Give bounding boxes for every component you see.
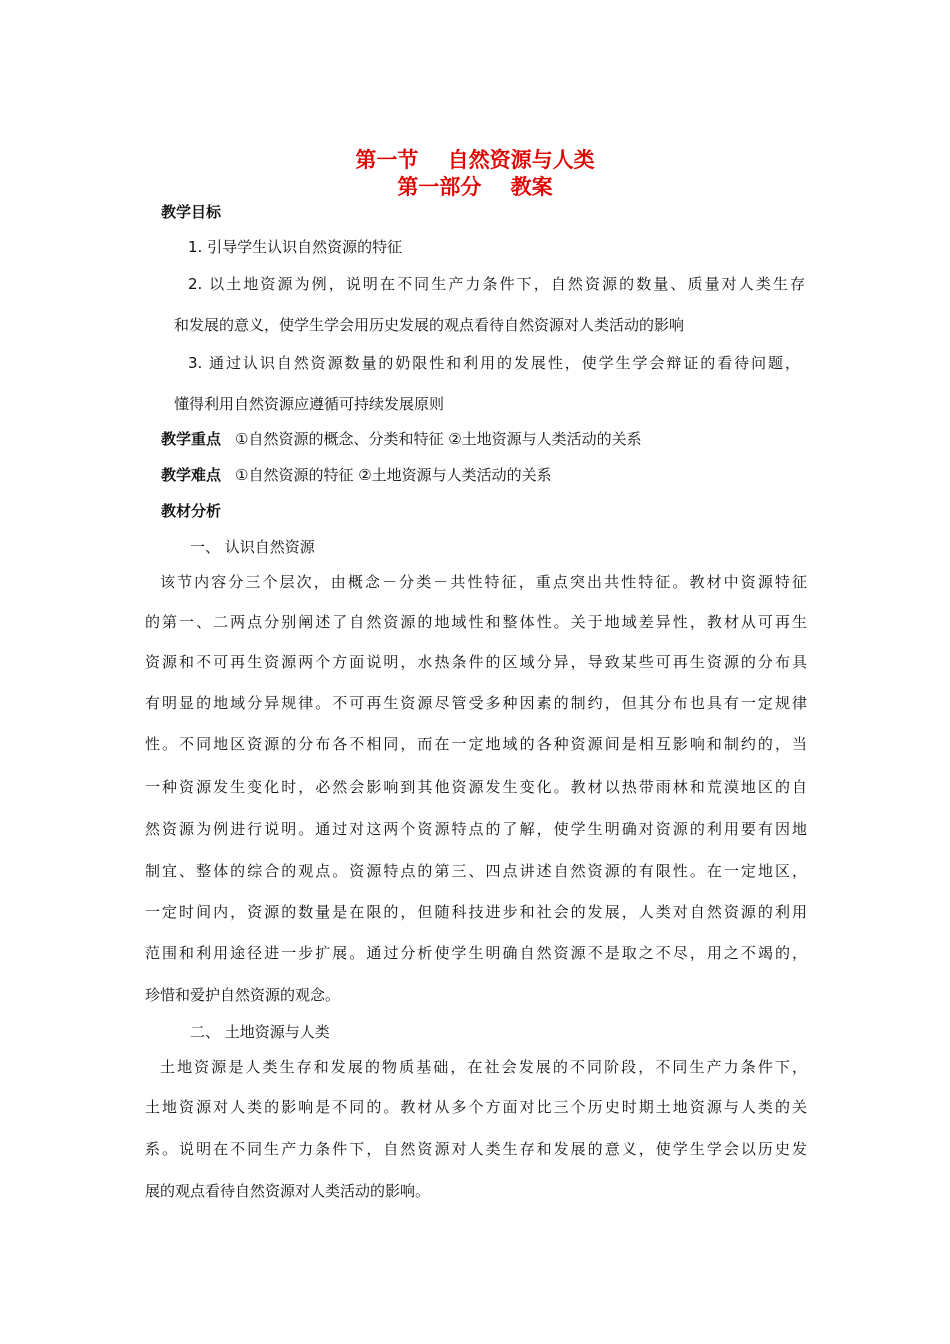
objective-item: 2. 以土地资源为例，说明在不同生产力条件下，自然资源的数量、质量对人类生存 <box>188 275 805 293</box>
key-points-text: ①自然资源的概念、分类和特征 ②土地资源与人类活动的关系 <box>235 430 642 448</box>
analysis-heading: 教材分析 <box>161 502 222 520</box>
paragraph-line: 的第一、二两点分别阐述了自然资源的地域性和整体性。关于地域差异性，教材从可再生 <box>145 613 807 631</box>
section-heading: 二、 土地资源与人类 <box>190 1023 330 1041</box>
difficult-points-label: 教学难点 <box>161 466 222 484</box>
objective-continuation: 和发展的意义，使学生学会用历史发展的观点看待自然资源对人类活动的影响 <box>174 316 685 334</box>
paragraph-line: 土地资源对人类的影响是不同的。教材从多个方面对比三个历史时期土地资源与人类的关 <box>145 1098 807 1116</box>
paragraph-line: 然资源为例进行说明。通过对这两个资源特点的了解，使学生明确对资源的利用要有因地 <box>145 820 807 838</box>
key-points <box>161 429 642 449</box>
objective-item: 3. 通过认识自然资源数量的奶限性和利用的发展性，使学生学会辩证的看待问题， <box>188 354 800 372</box>
paragraph-line: 性。不同地区资源的分布各不相同，而在一定地域的各种资源间是相互影响和制约的，当 <box>145 735 807 753</box>
paragraph-line: 土地资源是人类生存和发展的物质基础，在社会发展的不同阶段，不同生产力条件下， <box>160 1058 807 1076</box>
paragraph-line: 一种资源发生变化时，必然会影响到其他资源发生变化。教材以热带雨林和荒漠地区的自 <box>145 778 807 796</box>
document-title: 第一节 自然资源与人类 <box>355 148 595 172</box>
objectives-heading: 教学目标 <box>161 203 222 221</box>
paragraph-line: 一定时间内，资源的数量是在限的，但随科技进步和社会的发展，人类对自然资源的利用 <box>145 903 807 921</box>
paragraph-line: 展的观点看待自然资源对人类活动的影响。 <box>145 1182 431 1200</box>
objective-item: 1. 引导学生认识自然资源的特征 <box>188 238 403 256</box>
section-heading: 一、 认识自然资源 <box>190 538 315 556</box>
paragraph-line: 珍惜和爱护自然资源的观念。 <box>145 986 341 1004</box>
difficult-points-text: ①自然资源的特征 ②土地资源与人类活动的关系 <box>235 466 552 484</box>
objective-continuation: 懂得利用自然资源应遵循可持续发展原则 <box>174 395 445 413</box>
document-subtitle: 第一部分 教案 <box>397 175 553 199</box>
paragraph-line: 资源和不可再生资源两个方面说明，水热条件的区域分异，导致某些可再生资源的分布具 <box>145 653 807 671</box>
key-points-label: 教学重点 <box>161 430 222 448</box>
paragraph-line: 系。说明在不同生产力条件下，自然资源对人类生存和发展的意义，使学生学会以历史发 <box>145 1140 807 1158</box>
paragraph-line: 该节内容分三个层次，由概念－分类－共性特征，重点突出共性特征。教材中资源特征 <box>160 573 807 591</box>
difficult-points <box>161 465 552 485</box>
paragraph-line: 有明显的地域分异规律。不可再生资源尽管受多种因素的制约，但其分布也具有一定规律 <box>145 694 807 712</box>
paragraph-line: 范围和利用途径进一步扩展。通过分析使学生明确自然资源不是取之不尽，用之不竭的， <box>145 944 807 962</box>
paragraph-line: 制宜、整体的综合的观点。资源特点的第三、四点讲述自然资源的有限性。在一定地区， <box>145 862 807 880</box>
